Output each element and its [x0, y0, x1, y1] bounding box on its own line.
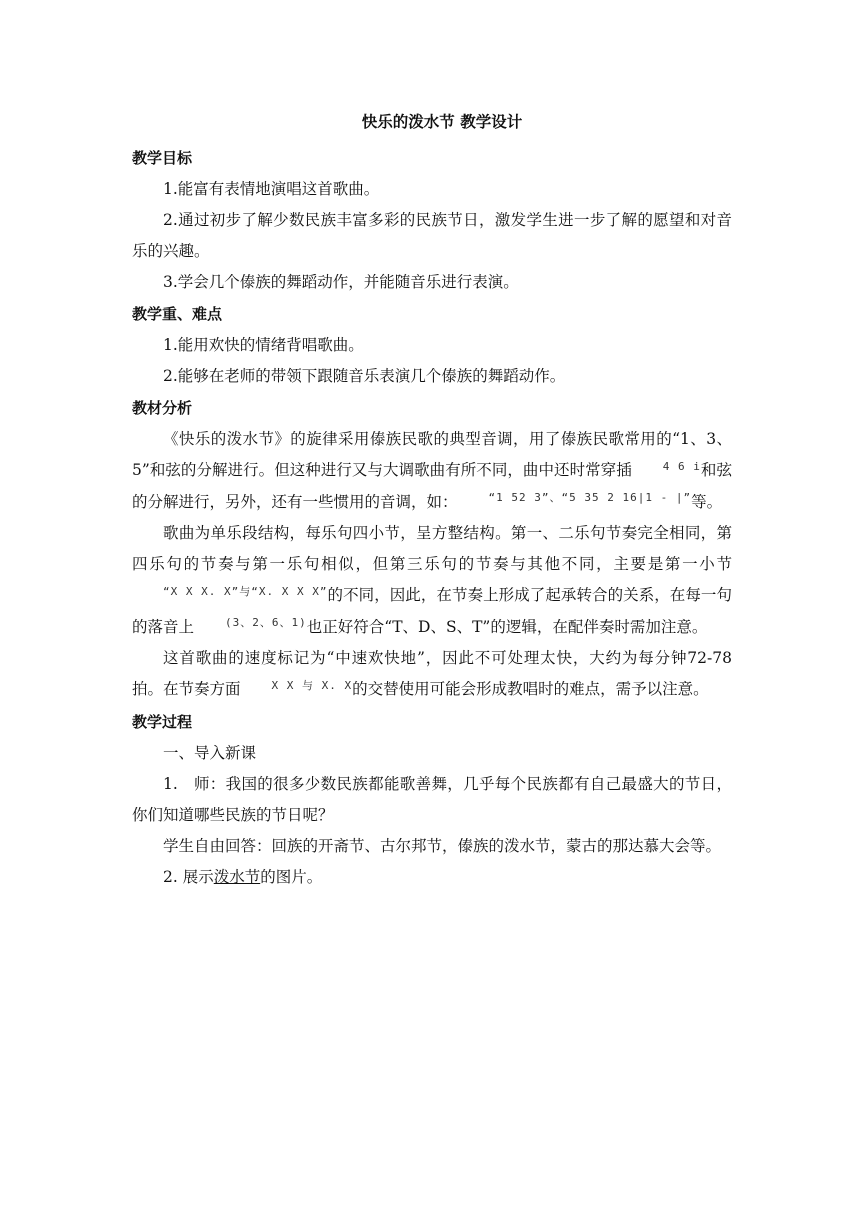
analysis-paragraph-2	[132, 518, 732, 643]
key-item: 1.能用欢快的情绪背唱歌曲。	[163, 336, 364, 354]
process-text: 2. 展示	[163, 867, 214, 886]
heading-key-points: 教学重、难点	[132, 305, 223, 323]
document-page	[132, 108, 732, 893]
process-step: 一、导入新课	[163, 743, 257, 762]
notation-snippet: 4 6 i	[662, 459, 701, 473]
analysis-text: 《快乐的泼水节》的旋律采用傣族民歌的典型音调，用了傣族民歌常用的“1、3、5”和弦的分解进行。但这种进行又与大调歌曲有所不同，曲中还时常穿插	[132, 430, 732, 479]
heading-goals: 教学目标	[132, 149, 193, 167]
analysis-text: 的不同，因此，在节奏上形成了起承转合的关系，在每一句的落音上	[132, 586, 732, 636]
rhythm-snippet: X X 与 X. X	[271, 678, 353, 692]
goal-item: 3.学会几个傣族的舞蹈动作，并能随音乐进行表演。	[163, 273, 519, 291]
notation-snippet: (3、2、6、1)	[225, 616, 307, 629]
analysis-text: 这首歌曲的速度标记为“中速欢快地”，因此不可处理太快，大约为每分钟72-78拍。在节奏方面	[132, 649, 732, 698]
water-festival-link[interactable]: 泼水节	[213, 867, 261, 886]
analysis-paragraph-3	[132, 643, 732, 706]
analysis-text: 也正好符合“T、D、S、T”的逻辑，在配伴奏时需加注意。	[306, 617, 708, 636]
process-item	[132, 862, 732, 893]
process-question: 1. 师：我国的很多少数民族都能歌善舞，几乎每个民族都有自己最盛大的节日，你们知道哪些民族的节日呢？	[132, 774, 732, 824]
goal-item: 1.能富有表情地演唱这首歌曲。	[163, 180, 380, 198]
analysis-text: 和弦的分解进行，另外，还有一些惯用的音调，如：	[132, 461, 732, 511]
key-item: 2.能够在老师的带领下跟随音乐表演几个傣族的舞蹈动作。	[163, 367, 566, 385]
analysis-text: 等。	[691, 492, 723, 511]
goal-item: 2.通过初步了解少数民族丰富多彩的民族节日，激发学生进一步了解的愿望和对音乐的兴趣。	[132, 211, 732, 260]
process-text: 的图片。	[260, 867, 323, 886]
analysis-paragraph-1	[132, 424, 732, 518]
heading-analysis: 教材分析	[132, 399, 193, 417]
analysis-text: 的交替使用可能会形成教唱时的难点，需予以注意。	[352, 680, 709, 698]
heading-process: 教学过程	[132, 712, 193, 731]
notation-snippet: “1 52 3”、“5 35 2 16|1 - |”	[488, 491, 692, 504]
page-title: 快乐的泼水节 教学设计	[361, 112, 523, 131]
analysis-text: 歌曲为单乐段结构，每乐句四小节，呈方整结构。第一、二乐句节奏完全相同，第四乐句的节奏与第一乐句相似，但第三乐句的节奏与其他不同，主要是第一小节	[132, 524, 732, 573]
rhythm-snippet: “X X X. X”与“X. X X X”	[163, 584, 328, 598]
process-answer: 学生自由回答：回族的开斋节、古尔邦节，傣族的泼水节，蒙古的那达慕大会等。	[163, 836, 722, 855]
